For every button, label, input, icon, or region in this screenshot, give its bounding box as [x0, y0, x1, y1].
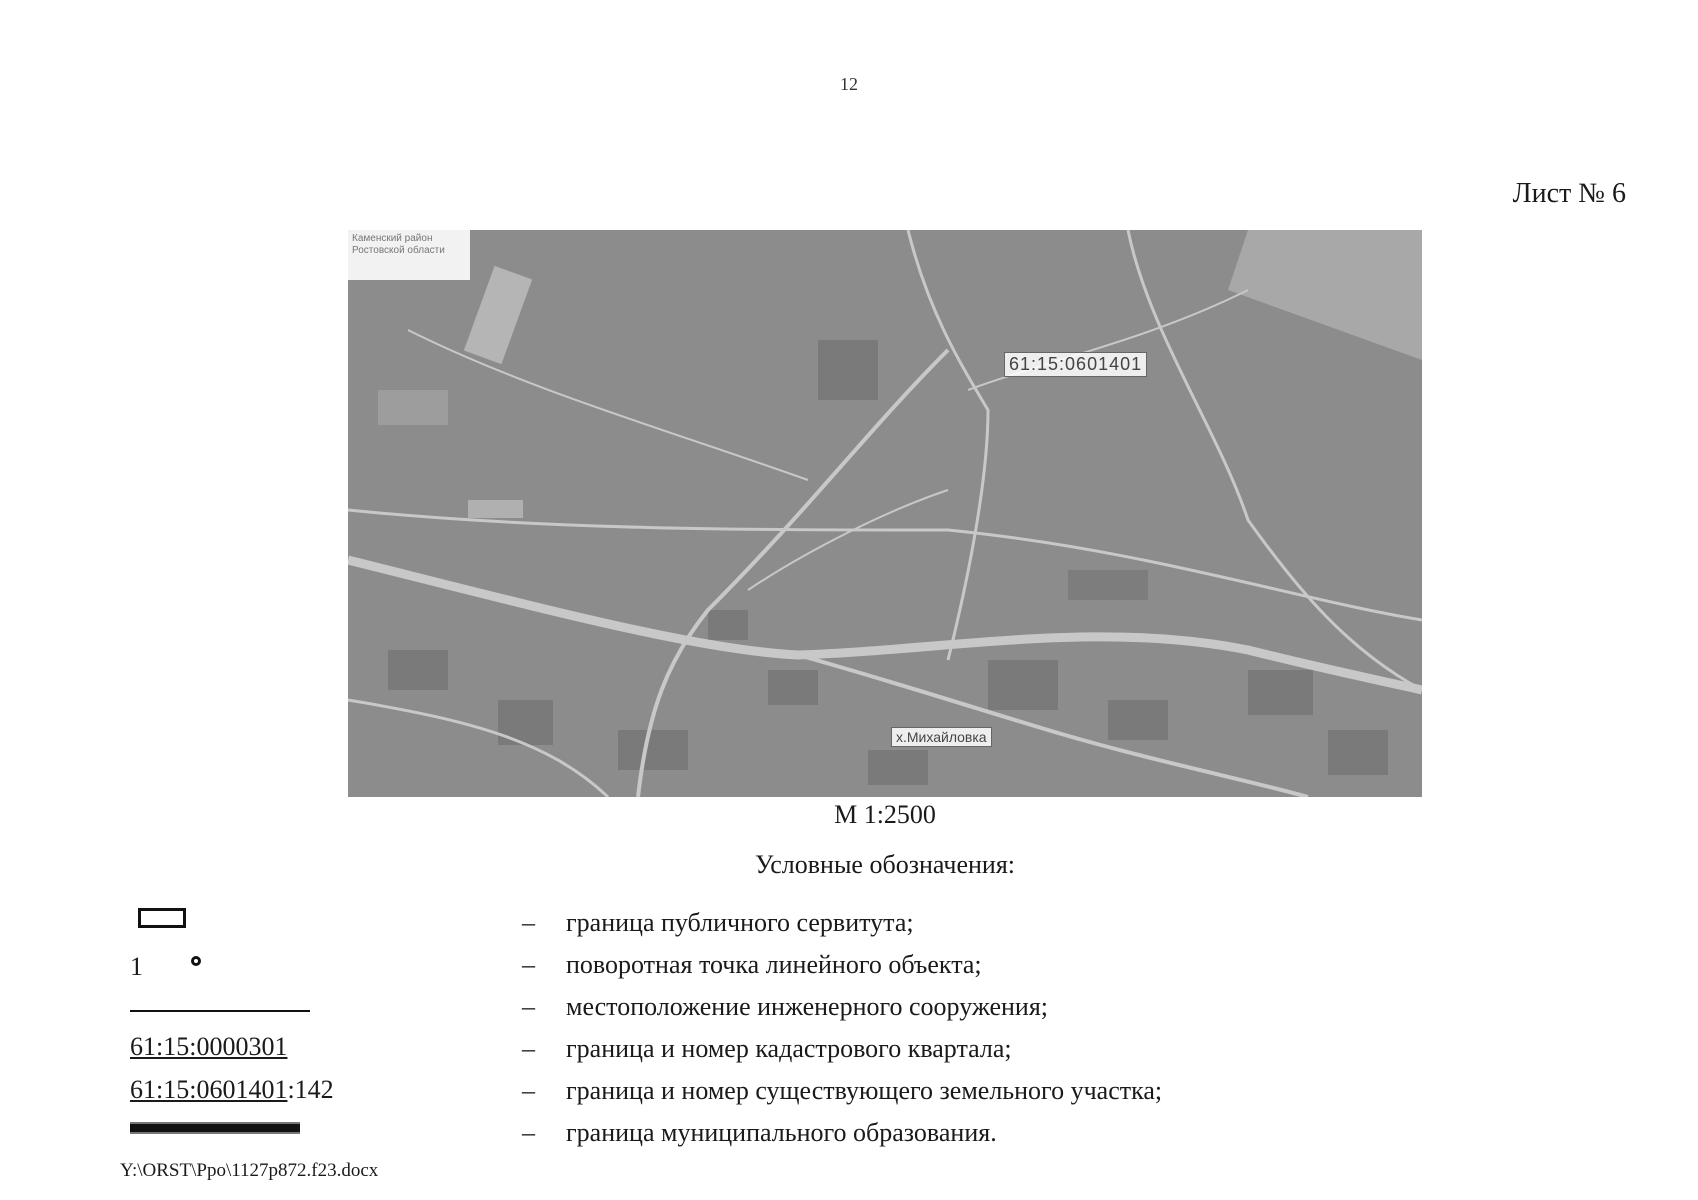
servitude-border-symbol — [138, 908, 186, 928]
turning-point-symbol — [191, 956, 201, 966]
legend-item: местоположение инженерного сооружения; — [566, 992, 1049, 1021]
map-imagery — [348, 230, 1422, 797]
engineering-structure-line-symbol — [130, 1010, 310, 1012]
map-scale: М 1:2500 — [834, 800, 936, 829]
sheet-label: Лист № 6 — [1512, 178, 1626, 209]
cadastral-quarter-label: 61:15:0601401 — [1004, 352, 1147, 377]
legend-item: граница муниципального образования. — [566, 1118, 997, 1147]
legend-item: граница и номер существующего земельного участка; — [566, 1076, 1163, 1105]
legend-dash: – — [522, 1076, 535, 1105]
legend-dash: – — [522, 992, 535, 1021]
turning-point-number: 1 — [130, 952, 143, 981]
legend-item: граница публичного сервитута; — [566, 908, 914, 937]
legend-dash: – — [522, 1034, 535, 1063]
land-parcel-number — [130, 1075, 334, 1105]
satellite-map — [348, 230, 1422, 797]
cadastral-quarter-number: 61:15:0000301 — [130, 1032, 288, 1061]
region-label: Каменский район Ростовской области — [348, 230, 470, 280]
legend-dash: – — [522, 950, 535, 979]
legend-title: Условные обозначения: — [754, 850, 1016, 879]
legend-item: поворотная точка линейного объекта; — [566, 950, 982, 979]
legend-dash: – — [522, 908, 535, 937]
file-path: Y:\ORST\Ppo\1127p872.f23.docx — [120, 1160, 379, 1181]
page-number: 12 — [840, 74, 858, 94]
settlement-label: х.Михайловка — [891, 727, 992, 747]
legend-dash: – — [522, 1118, 535, 1147]
legend-item: граница и номер кадастрового квартала; — [566, 1034, 1012, 1063]
parcel-suffix: :142 — [287, 1075, 334, 1104]
municipal-border-symbol — [130, 1122, 300, 1134]
parcel-quarter-number: 61:15:0601401 — [130, 1075, 288, 1104]
